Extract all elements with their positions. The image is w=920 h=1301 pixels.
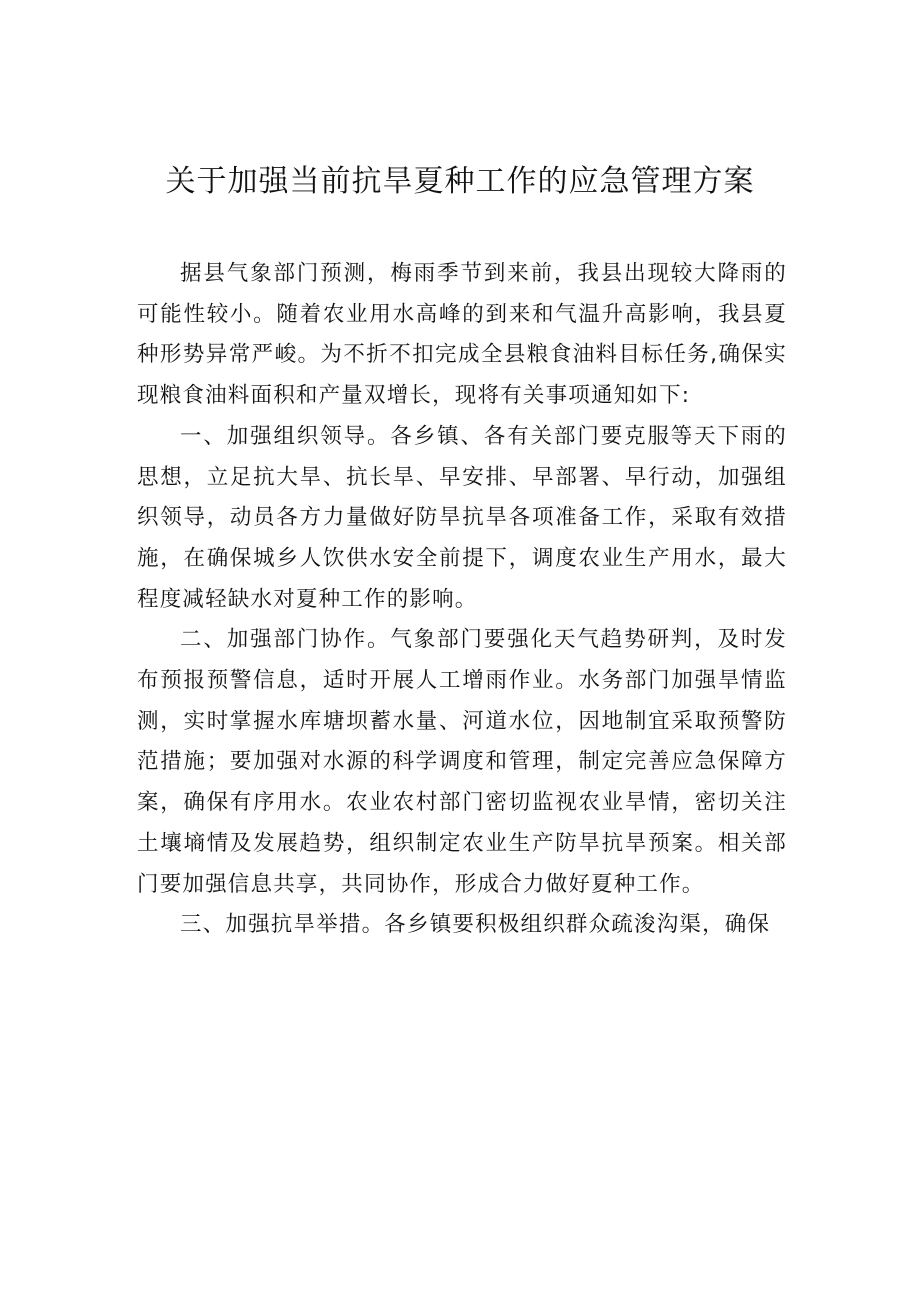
paragraph-section-2: 二、加强部门协作。气象部门要强化天气趋势研判，及时发布预报预警信息，适时开展人工增雨作业。水务部门加强旱情监测，实时掌握水库塘坝蓄水量、河道水位，因地制宜采取预警防范措施；要加强对水源的科学调度和管理，制定完善应急保障方案，确保有序用水。农业农村部门密切监视农业旱情，密切关注土壤墒情及发展趋势，组织制定农业生产防旱抗旱预案。相关部门要加强信息共享，共同协作，形成合力做好夏种工作。: [137, 627, 787, 897]
document-title: 关于加强当前抗旱夏种工作的应急管理方案: [165, 164, 755, 199]
paragraph-section-3: 三、加强抗旱举措。各乡镇要积极组织群众疏浚沟渠，确保: [180, 912, 771, 938]
document-body: [137, 254, 787, 946]
paragraph-section-1: 一、加强组织领导。各乡镇、各有关部门要克服等天下雨的思想，立足抗大旱、抗长旱、早安排、早部署、早行动，加强组织领导，动员各方力量做好防旱抗旱各项准备工作，采取有效措施，在确保城乡人饮供水安全前提下，调度农业生产用水，最大程度减轻缺水对夏种工作的影响。: [137, 423, 787, 612]
paragraph-intro: 据县气象部门预测，梅雨季节到来前，我县出现较大降雨的可能性较小。随着农业用水高峰的到来和气温升高影响，我县夏种形势异常严峻。为不折不扣完成全县粮食油料目标任务,确保实现粮食油料面积和产量双增长，现将有关事项通知如下:: [137, 261, 787, 409]
